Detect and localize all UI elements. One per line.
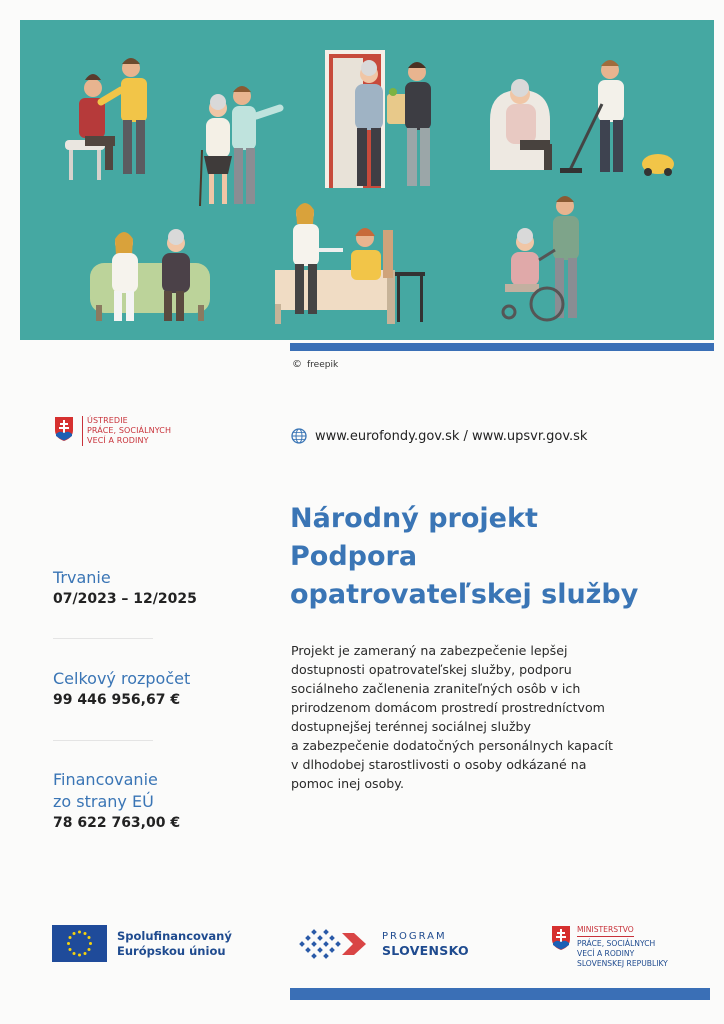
program-text: [382, 930, 469, 958]
footer-accent-bar: [290, 988, 710, 1000]
agency-name: [82, 416, 171, 446]
program-slovensko-logo: [296, 925, 469, 963]
website-links: [291, 428, 587, 444]
eu-funding-block: [53, 769, 180, 833]
description-line: a zabezpečenie dodatočných personálnych kapacít: [291, 738, 613, 753]
title-line: opatrovateľskej služby: [290, 579, 639, 610]
caregivers-illustration: [20, 20, 714, 340]
slovak-coat-of-arms-icon: [54, 416, 74, 442]
scene-walking: [200, 86, 280, 206]
eu-funding-label-line: Financovanie: [53, 770, 158, 789]
divider: [53, 638, 153, 639]
eu-flag-icon: [52, 925, 107, 962]
eu-funding-label: [53, 769, 180, 813]
eu-text-line: Európskou úniou: [117, 943, 226, 958]
duration-label: Trvanie: [53, 568, 111, 587]
scene-bed: [275, 203, 425, 324]
budget-value: 99 446 956,67 €: [53, 692, 181, 708]
ministry-line: SLOVENSKEJ REPUBLIKY: [577, 959, 668, 968]
eu-cofunded-text: [117, 929, 232, 959]
title-line: Národný projekt: [290, 503, 538, 534]
description-line: dostupnejšej terénnej sociálnej služby: [291, 719, 532, 734]
eu-funding-label-line: zo strany EÚ: [53, 792, 154, 811]
program-name: SLOVENSKO: [382, 943, 469, 958]
divider: [53, 740, 153, 741]
globe-icon: [291, 428, 307, 444]
copyright-icon: ©: [292, 359, 302, 370]
ministry-head: MINISTERSTVO: [577, 925, 634, 937]
scene-wheelchair: [503, 196, 579, 320]
slovak-coat-of-arms-icon: [551, 925, 571, 951]
hero-illustration: [20, 20, 714, 340]
project-title: [290, 500, 710, 614]
eu-funding-value: 78 622 763,00 €: [53, 815, 181, 831]
description-line: dostupnosti opatrovateľskej služby, podporu: [291, 662, 572, 677]
description-line: Projekt je zameraný na zabezpečenie lepšej: [291, 643, 568, 658]
ministry-line: VECÍ A RODINY: [577, 949, 635, 958]
scene-sofa: [90, 229, 210, 321]
hero-accent-bar: [290, 343, 714, 351]
credit-text: freepik: [307, 359, 339, 370]
program-label: PROGRAM: [382, 931, 447, 942]
budget-label: Celkový rozpočet: [53, 669, 191, 688]
program-slovensko-icon: [296, 925, 374, 963]
agency-line: ÚSTREDIE: [87, 416, 128, 425]
duration-block: [53, 567, 197, 609]
scene-seated-man: [65, 58, 147, 180]
scene-vacuum: [490, 60, 674, 176]
agency-line: PRÁCE, SOCIÁLNYCH: [87, 426, 172, 435]
title-line: Podpora: [290, 541, 418, 572]
description-line: prirodzenom domácom prostredí prostredníctvom: [291, 700, 605, 715]
project-description: [291, 641, 651, 793]
eu-cofunded-logo: [52, 925, 232, 962]
image-credit: [292, 359, 338, 370]
agency-line: VECÍ A RODINY: [87, 436, 149, 445]
website-text[interactable]: www.eurofondy.gov.sk / www.upsvr.gov.sk: [315, 428, 588, 444]
upsvr-logo: [54, 416, 171, 446]
duration-value: 07/2023 – 12/2025: [53, 591, 197, 607]
budget-block: [53, 668, 190, 710]
description-line: v dlhodobej starostlivosti o osoby odkázané na: [291, 757, 587, 772]
ministry-line: PRÁCE, SOCIÁLNYCH: [577, 939, 656, 948]
eu-text-line: Spolufinancovaný: [117, 928, 232, 943]
ministry-name: [577, 925, 668, 969]
description-line: sociálneho začlenenia zraniteľných osôb v ich: [291, 681, 581, 696]
ministry-logo: [551, 925, 668, 969]
description-line: pomoc inej osoby.: [291, 776, 404, 791]
scene-delivery: [325, 50, 431, 188]
